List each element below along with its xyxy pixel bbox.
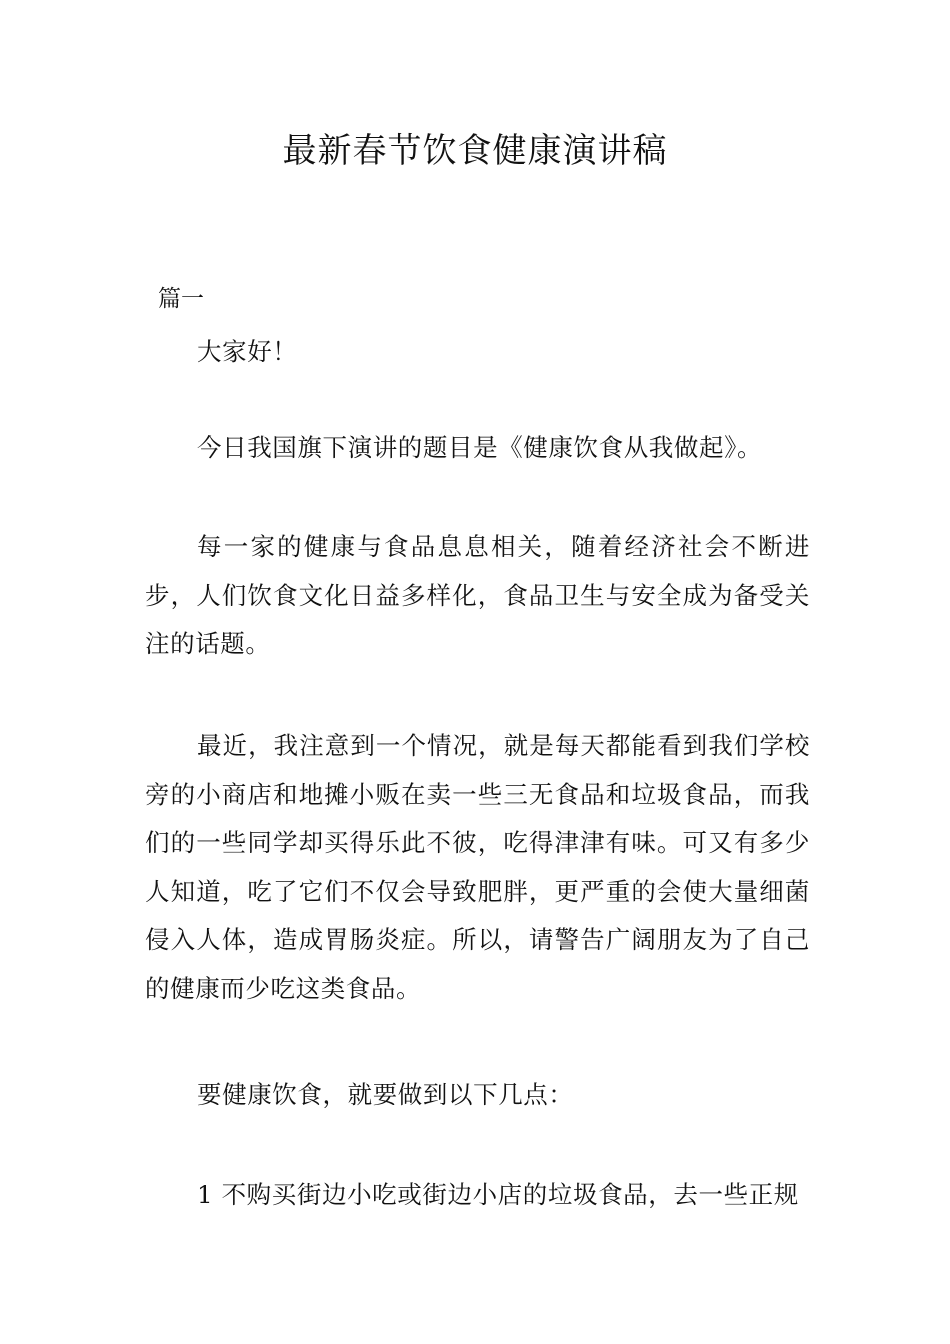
paragraph-points-intro: 要健康饮食，就要做到以下几点： [197, 1080, 574, 1109]
section-label: 篇一 [158, 286, 204, 312]
paragraph-greeting: 大家好！ [197, 337, 298, 366]
paragraph-health-food: 每一家的健康与食品息息相关，随着经济社会不断进步，人们饮食文化日益多样化，食品卫生与安全成为备受关注的话题。 [145, 532, 810, 659]
document-title: 最新春节饮食健康演讲稿 [282, 131, 668, 171]
paragraph-point-1: 1 不购买街边小吃或街边小店的垃圾食品，去一些正规 [197, 1180, 799, 1209]
paragraph-topic: 今日我国旗下演讲的题目是《健康饮食从我做起》。 [197, 433, 763, 462]
paragraph-observation: 最近，我注意到一个情况，就是每天都能看到我们学校旁的小商店和地摊小贩在卖一些三无食品和垃圾食品，而我们的一些同学却买得乐此不彼，吃得津津有味。可又有多少人知道，吃了它们不仅会导致肥胖，更严重的会使大量细菌侵入人体，造成胃肠炎症。所以，请警告广阔朋友为了自己的健康而少吃这类食品。 [145, 731, 810, 1003]
